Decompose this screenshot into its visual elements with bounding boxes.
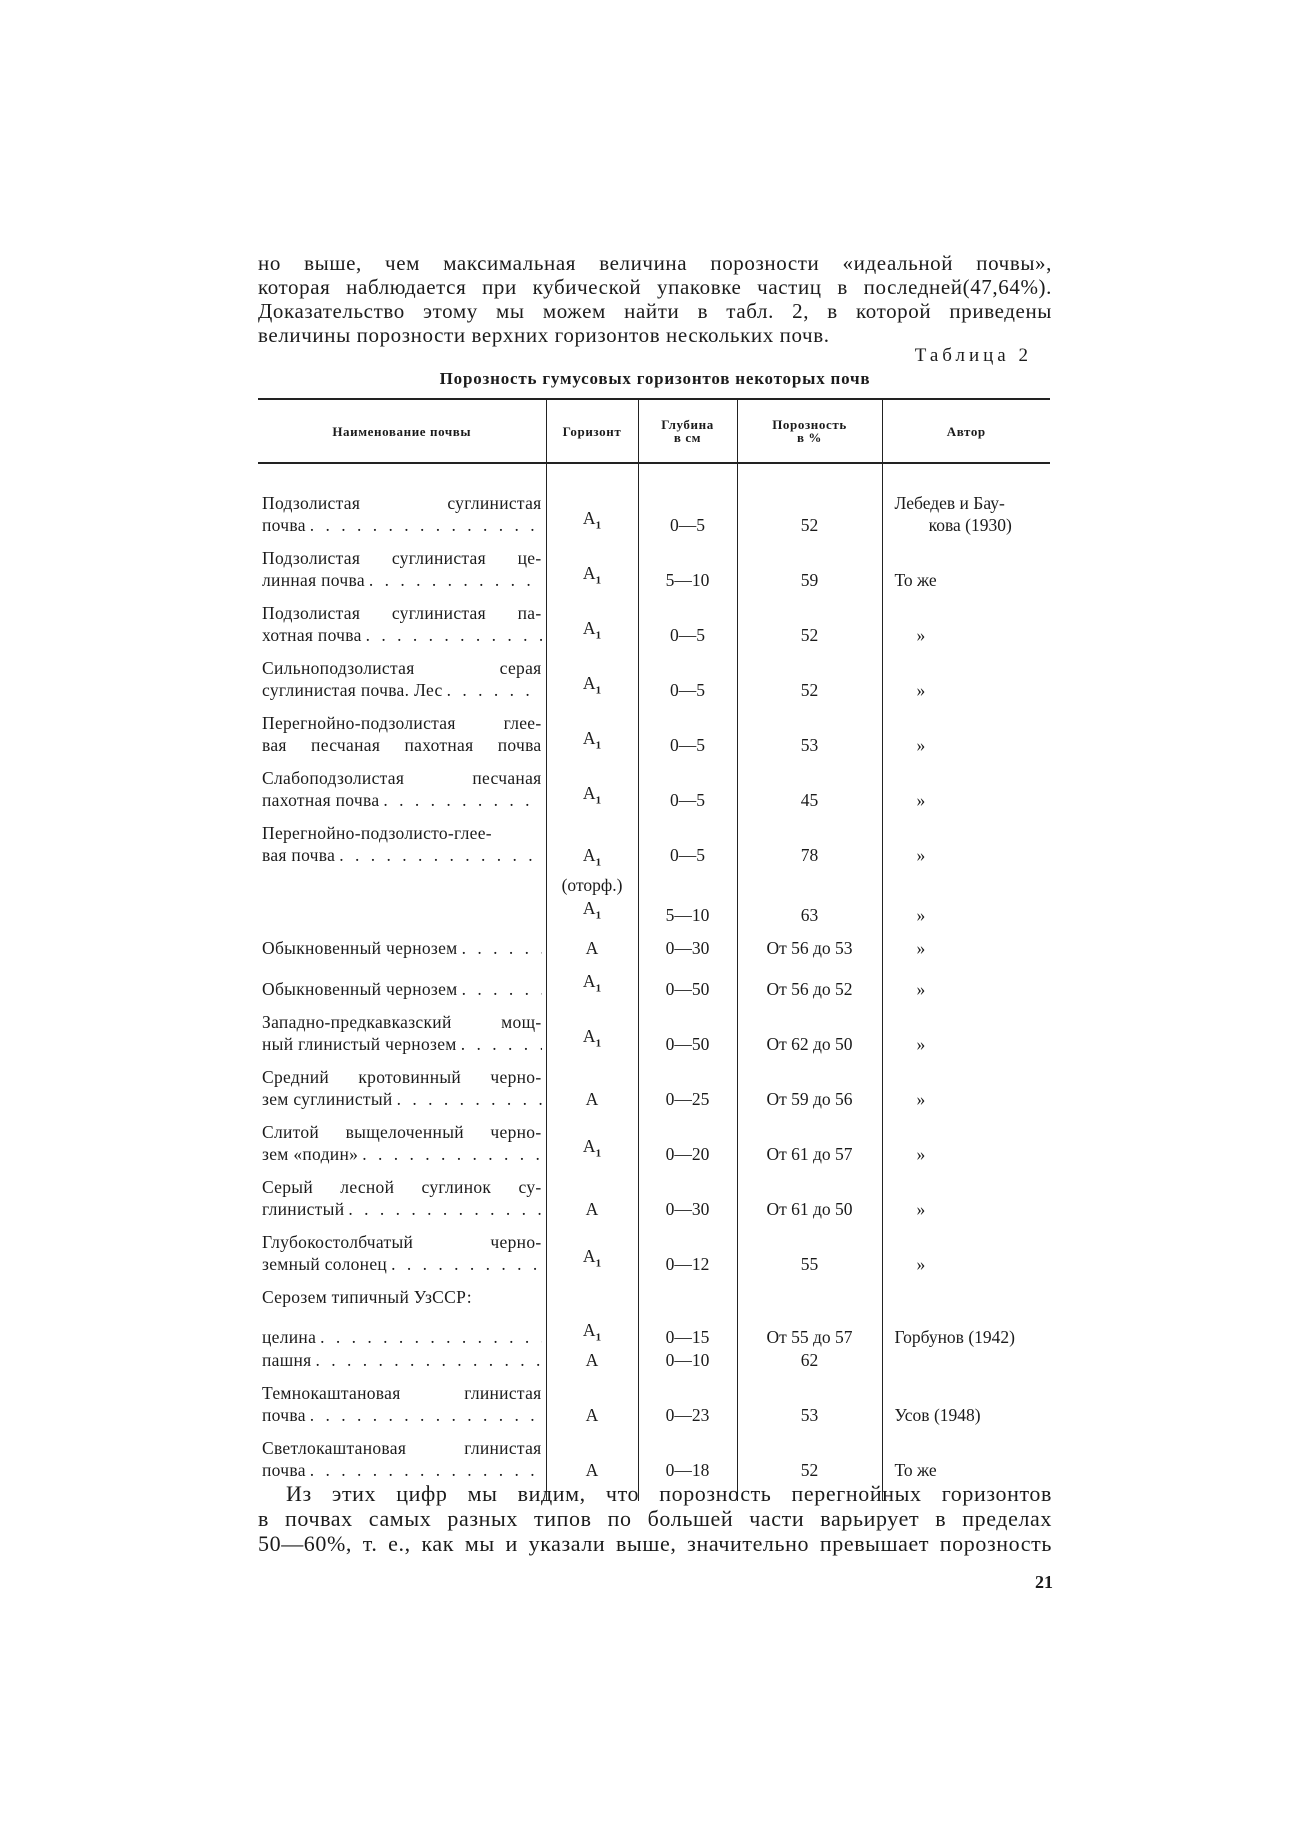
porosity-cell: 52 xyxy=(737,492,882,536)
dot-leader xyxy=(458,978,542,1000)
horizon-letter: A xyxy=(582,845,596,865)
author-cell: » xyxy=(882,1220,1050,1275)
soil-name xyxy=(258,1220,546,1275)
header-depth-unit: в см xyxy=(673,430,702,445)
horizon-cell xyxy=(546,1055,638,1110)
soil-name-leader-line xyxy=(262,1349,542,1371)
table-row xyxy=(258,1220,1050,1275)
depth-cell: 0—15 xyxy=(638,1308,737,1349)
horizon-cell xyxy=(546,1110,638,1165)
depth-cell: 0—23 xyxy=(638,1371,737,1426)
horizon-index: 1 xyxy=(595,794,602,806)
horizon-letter: A xyxy=(582,1246,596,1266)
author-cell xyxy=(882,492,1050,536)
author-cell: Горбунов (1942) xyxy=(882,1308,1050,1349)
header-depth-line: Глубина xyxy=(661,417,714,432)
table-row xyxy=(258,1165,1050,1220)
table-row xyxy=(258,1348,1050,1371)
porosity-cell: 62 xyxy=(737,1348,882,1371)
horizon-cell xyxy=(546,896,638,927)
horizon-note: (оторф.) xyxy=(561,874,623,895)
horizon-cell xyxy=(546,492,638,536)
depth-cell: 0—12 xyxy=(638,1220,737,1275)
horizon-value xyxy=(551,897,634,927)
porosity-cell: 52 xyxy=(737,646,882,701)
horizon-letter: A xyxy=(582,971,596,991)
soil-name-leader-line xyxy=(262,937,542,959)
soil-name xyxy=(258,959,546,1000)
author-cell: » xyxy=(882,1110,1050,1165)
table-row xyxy=(258,926,1050,959)
soil-name-line: Обыкновенный чернозем xyxy=(262,938,458,958)
table-spacer-row xyxy=(258,463,1050,492)
header-porosity-line: Порозность xyxy=(772,417,847,432)
dot-leader xyxy=(306,1459,542,1481)
soil-name-line: зем суглинистый xyxy=(262,1088,393,1109)
depth-cell xyxy=(638,1275,737,1308)
horizon-cell xyxy=(546,536,638,591)
soil-name-line: глинистый xyxy=(262,1198,345,1219)
horizon-value xyxy=(551,844,634,874)
dot-leader xyxy=(306,514,542,536)
depth-cell: 5—10 xyxy=(638,896,737,927)
horizon-letter: A xyxy=(585,938,599,958)
dot-leader xyxy=(365,569,542,591)
horizon-value xyxy=(551,1245,634,1275)
porosity-cell: 53 xyxy=(737,701,882,756)
author-cell: » xyxy=(882,1000,1050,1055)
horizon-index: 1 xyxy=(595,519,602,531)
soil-name xyxy=(258,1308,546,1349)
horizon-index: 1 xyxy=(595,982,602,995)
soil-name xyxy=(258,646,546,701)
soil-name xyxy=(258,756,546,811)
soil-name-line: линная почва xyxy=(262,570,365,590)
table-row xyxy=(258,591,1050,646)
dot-leader xyxy=(316,1326,541,1348)
table-row xyxy=(258,1000,1050,1055)
depth-cell: 5—10 xyxy=(638,536,737,591)
author-cell: » xyxy=(882,646,1050,701)
horizon-index: 1 xyxy=(595,1257,602,1270)
table-row xyxy=(258,1055,1050,1110)
author-cell: » xyxy=(882,1165,1050,1220)
dot-leader xyxy=(362,624,542,646)
horizon-letter: A xyxy=(582,782,596,803)
soil-name-line: Светлокаштановая глинистая xyxy=(262,1438,542,1458)
header-porosity xyxy=(737,399,882,463)
soil-name-line: Подзолистая суглинистая xyxy=(262,493,542,513)
horizon-value xyxy=(551,617,634,647)
intro-line: величины порозности верхних горизонтов нескольких почв. xyxy=(258,323,830,347)
intro-line: Доказательство этому мы можем найти в табл. 2, в которой приведены xyxy=(258,299,1052,323)
soil-name xyxy=(258,1000,546,1055)
soil-name-line: земный солонец xyxy=(262,1253,388,1274)
horizon-cell xyxy=(546,1348,638,1371)
horizon-cell xyxy=(546,959,638,1000)
soil-name-leader-line xyxy=(262,624,542,646)
soil-name-leader-line xyxy=(262,1253,542,1275)
soil-name-line: зем «подин» xyxy=(262,1143,359,1164)
intro-line: которая наблюдается при кубической упаковке частиц в последней(47,64%). xyxy=(258,275,1052,299)
horizon-index: 1 xyxy=(595,909,602,921)
header-depth xyxy=(638,399,737,463)
author-cell: » xyxy=(882,959,1050,1000)
conclusion-line: в почвах самых разных типов по большей части варьирует в пределах xyxy=(258,1506,1052,1531)
author-cell: » xyxy=(882,591,1050,646)
horizon-value xyxy=(551,782,634,812)
porosity-cell: 78 xyxy=(737,811,882,896)
dot-leader xyxy=(358,1143,541,1165)
horizon-value xyxy=(551,1349,634,1371)
soil-name-line: Средний кротовинный черно- xyxy=(262,1066,542,1087)
soil-name-leader-line xyxy=(262,679,542,701)
porosity-cell: От 55 до 57 xyxy=(737,1308,882,1349)
soil-name-line: вая песчаная пахотная почва xyxy=(262,735,542,755)
soil-name-line: суглинистая почва. Лес xyxy=(262,680,443,700)
depth-cell: 0—25 xyxy=(638,1055,737,1110)
soil-name-leader-line xyxy=(262,1459,542,1481)
soil-name-line: пашня xyxy=(262,1350,312,1370)
soil-name-line: Темнокаштановая глинистая xyxy=(262,1383,542,1403)
header-horizon: Горизонт xyxy=(546,399,638,463)
author-cell: » xyxy=(882,811,1050,896)
dot-leader xyxy=(335,844,541,866)
soil-name-leader-line xyxy=(262,1404,542,1426)
table-row xyxy=(258,959,1050,1000)
horizon-letter: A xyxy=(582,672,596,693)
soil-name-leader-line xyxy=(262,978,542,1000)
horizon-letter: A xyxy=(585,1198,599,1219)
conclusion-line: Из этих цифр мы видим, что порозность перегнойных горизонтов xyxy=(286,1481,1052,1506)
horizon-cell xyxy=(546,591,638,646)
header-soil-name: Наименование почвы xyxy=(332,423,472,439)
soil-name-line: почва xyxy=(262,1405,306,1425)
horizon-index: 1 xyxy=(595,739,602,751)
depth-cell: 0—5 xyxy=(638,492,737,536)
horizon-value xyxy=(551,672,634,702)
table-row xyxy=(258,492,1050,536)
author-cell: Усов (1948) xyxy=(882,1371,1050,1426)
horizon-index: 1 xyxy=(595,684,602,696)
soil-name-line: вая почва xyxy=(262,845,336,865)
table-row xyxy=(258,536,1050,591)
soil-name-line: Слитой выщелоченный черно- xyxy=(262,1121,542,1142)
table-row xyxy=(258,1110,1050,1165)
soil-name xyxy=(258,536,546,591)
table-row xyxy=(258,1371,1050,1426)
soil-name-line: Слабоподзолистая песчаная xyxy=(262,768,542,788)
soil-name xyxy=(258,1110,546,1165)
depth-cell: 0—30 xyxy=(638,1165,737,1220)
horizon-cell xyxy=(546,1165,638,1220)
soil-name xyxy=(258,1371,546,1426)
header-author: Автор xyxy=(882,399,1050,463)
porosity-cell: 45 xyxy=(737,756,882,811)
soil-name xyxy=(258,811,546,896)
soil-name-line: целина xyxy=(262,1327,317,1347)
horizon-index: 1 xyxy=(595,856,602,869)
soil-name xyxy=(258,896,546,927)
author-cell xyxy=(882,1275,1050,1308)
horizon-letter: A xyxy=(585,1460,599,1480)
soil-name-line: Подзолистая суглинистая це- xyxy=(262,548,542,568)
soil-name-line: почва xyxy=(262,1460,306,1480)
horizon-index: 1 xyxy=(595,574,602,586)
table-header-row xyxy=(258,399,1050,463)
horizon-cell xyxy=(546,1220,638,1275)
horizon-cell xyxy=(546,1275,638,1308)
dot-leader xyxy=(393,1088,542,1110)
author-line: кова (1930) xyxy=(928,515,1012,535)
horizon-value xyxy=(551,1135,634,1165)
soil-name-line: Серозем типичный УзССР: xyxy=(262,1286,472,1307)
depth-cell: 0—5 xyxy=(638,646,737,701)
depth-cell: 0—5 xyxy=(638,701,737,756)
soil-name-line: пахотная почва xyxy=(262,790,380,810)
horizon-cell xyxy=(546,701,638,756)
dot-leader xyxy=(458,937,542,959)
author-cell: То же xyxy=(882,536,1050,591)
author-cell: То же xyxy=(882,1426,1050,1501)
soil-name-line: Серый лесной суглинок су- xyxy=(262,1176,542,1197)
header-porosity-unit: в % xyxy=(796,430,823,445)
dot-leader xyxy=(457,1033,542,1055)
soil-name-line: Подзолистая суглинистая па- xyxy=(262,603,542,623)
horizon-cell xyxy=(546,756,638,811)
soil-name-leader-line xyxy=(262,1033,542,1055)
horizon-letter: A xyxy=(585,1088,599,1109)
table-row xyxy=(258,646,1050,701)
horizon-value xyxy=(551,1198,634,1220)
horizon-cell xyxy=(546,926,638,959)
conclusion-line: 50—60%, т. е., как мы и указали выше, значительно превышает порозность xyxy=(258,1531,1052,1556)
horizon-letter: A xyxy=(582,617,596,638)
horizon-value xyxy=(551,1319,634,1349)
porosity-cell: От 61 до 50 xyxy=(737,1165,882,1220)
horizon-letter: A xyxy=(582,562,596,583)
soil-name-line: ный глинистый чернозем xyxy=(262,1033,457,1054)
author-cell: » xyxy=(882,701,1050,756)
table-row xyxy=(258,1308,1050,1349)
depth-cell: 0—30 xyxy=(638,926,737,959)
porosity-cell: 59 xyxy=(737,536,882,591)
soil-name-line: Западно-предкавказский мощ- xyxy=(262,1011,542,1032)
horizon-cell xyxy=(546,1000,638,1055)
horizon-cell xyxy=(546,646,638,701)
porosity-cell: От 62 до 50 xyxy=(737,1000,882,1055)
author-cell xyxy=(882,1348,1050,1371)
soil-name xyxy=(258,701,546,756)
soil-name-line: почва xyxy=(262,515,306,535)
table-row xyxy=(258,896,1050,927)
porosity-cell: От 59 до 56 xyxy=(737,1055,882,1110)
horizon-letter: A xyxy=(582,1136,596,1156)
horizon-value xyxy=(551,507,634,537)
author-cell: » xyxy=(882,756,1050,811)
horizon-letter: A xyxy=(582,1319,596,1340)
horizon-index: 1 xyxy=(595,629,602,641)
soil-name xyxy=(258,492,546,536)
soil-name-line: Сильноподзолистая серая xyxy=(262,658,542,678)
horizon-value xyxy=(551,1025,634,1055)
soil-name-line: Перегнойно-подзолистая глее- xyxy=(262,713,542,733)
horizon-letter: A xyxy=(582,507,596,528)
dot-leader xyxy=(312,1349,542,1371)
depth-cell: 0—10 xyxy=(638,1348,737,1371)
porosity-cell: 52 xyxy=(737,591,882,646)
porosity-cell: От 56 до 52 xyxy=(737,959,882,1000)
table-row xyxy=(258,756,1050,811)
horizon-index: 1 xyxy=(595,1037,602,1050)
soil-name xyxy=(258,1165,546,1220)
depth-cell: 0—50 xyxy=(638,959,737,1000)
horizon-cell xyxy=(546,1371,638,1426)
horizon-value xyxy=(551,1459,634,1481)
soil-name-leader-line xyxy=(262,1198,542,1220)
horizon-value xyxy=(551,1404,634,1426)
depth-cell: 0—18 xyxy=(638,1426,737,1501)
soil-name-leader-line xyxy=(262,514,542,536)
porosity-cell xyxy=(737,1275,882,1308)
soil-name-leader-line xyxy=(262,1326,542,1348)
depth-cell: 0—5 xyxy=(638,591,737,646)
author-cell: » xyxy=(882,1055,1050,1110)
soil-name xyxy=(258,1348,546,1371)
author-line: Лебедев и Бау- xyxy=(894,493,1005,513)
horizon-cell xyxy=(546,1308,638,1349)
horizon-index: 1 xyxy=(595,1147,602,1160)
porosity-cell: 52 xyxy=(737,1426,882,1501)
soil-name-leader-line xyxy=(262,1088,542,1110)
soil-name xyxy=(258,1055,546,1110)
depth-cell: 0—20 xyxy=(638,1110,737,1165)
porosity-cell: 63 xyxy=(737,896,882,927)
soil-name-leader-line xyxy=(262,569,542,591)
table-label: Таблица 2 xyxy=(914,345,1032,366)
porosity-table xyxy=(258,398,1050,1501)
dot-leader xyxy=(344,1198,541,1220)
soil-name-line: Обыкновенный чернозем xyxy=(262,978,458,999)
table-row xyxy=(258,701,1050,756)
table-title: Порозность гумусовых горизонтов некоторых почв xyxy=(439,369,871,388)
porosity-cell: От 61 до 57 xyxy=(737,1110,882,1165)
soil-name xyxy=(258,591,546,646)
soil-group-heading xyxy=(258,1275,546,1308)
depth-cell: 0—5 xyxy=(638,756,737,811)
intro-paragraph xyxy=(258,251,1052,347)
horizon-letter: A xyxy=(585,1350,599,1370)
dot-leader xyxy=(387,1253,541,1275)
horizon-value xyxy=(551,970,634,1000)
horizon-value xyxy=(551,562,634,592)
author-cell: » xyxy=(882,926,1050,959)
depth-cell: 0—50 xyxy=(638,1000,737,1055)
dot-leader xyxy=(306,1404,542,1426)
conclusion-paragraph xyxy=(258,1481,1052,1556)
horizon-letter: A xyxy=(585,1405,599,1425)
horizon-letter: A xyxy=(582,727,596,748)
horizon-value xyxy=(551,937,634,959)
porosity-cell: 55 xyxy=(737,1220,882,1275)
horizon-cell xyxy=(546,811,638,896)
horizon-letter: A xyxy=(582,897,596,918)
soil-name-leader-line xyxy=(262,1143,542,1165)
soil-name-line: Перегнойно-подзолисто-глее- xyxy=(262,823,492,843)
soil-name-line: хотная почва xyxy=(262,625,362,645)
table-row xyxy=(258,811,1050,896)
author-cell: » xyxy=(882,896,1050,927)
horizon-value xyxy=(551,1088,634,1110)
page-number: 21 xyxy=(1035,1572,1053,1592)
horizon-value xyxy=(551,727,634,757)
table-row xyxy=(258,1275,1050,1308)
dot-leader xyxy=(443,679,542,701)
intro-line: но выше, чем максимальная величина порозности «идеальной почвы», xyxy=(258,251,1052,275)
porosity-cell: 53 xyxy=(737,1371,882,1426)
soil-name-leader-line xyxy=(262,789,542,811)
depth-cell: 0—5 xyxy=(638,811,737,896)
soil-name-leader-line xyxy=(262,844,542,866)
horizon-index: 1 xyxy=(595,1331,602,1343)
porosity-cell: От 56 до 53 xyxy=(737,926,882,959)
soil-name xyxy=(258,926,546,959)
horizon-letter: A xyxy=(582,1026,596,1046)
dot-leader xyxy=(379,789,541,811)
soil-name-line: Глубокостолбчатый черно- xyxy=(262,1231,542,1252)
